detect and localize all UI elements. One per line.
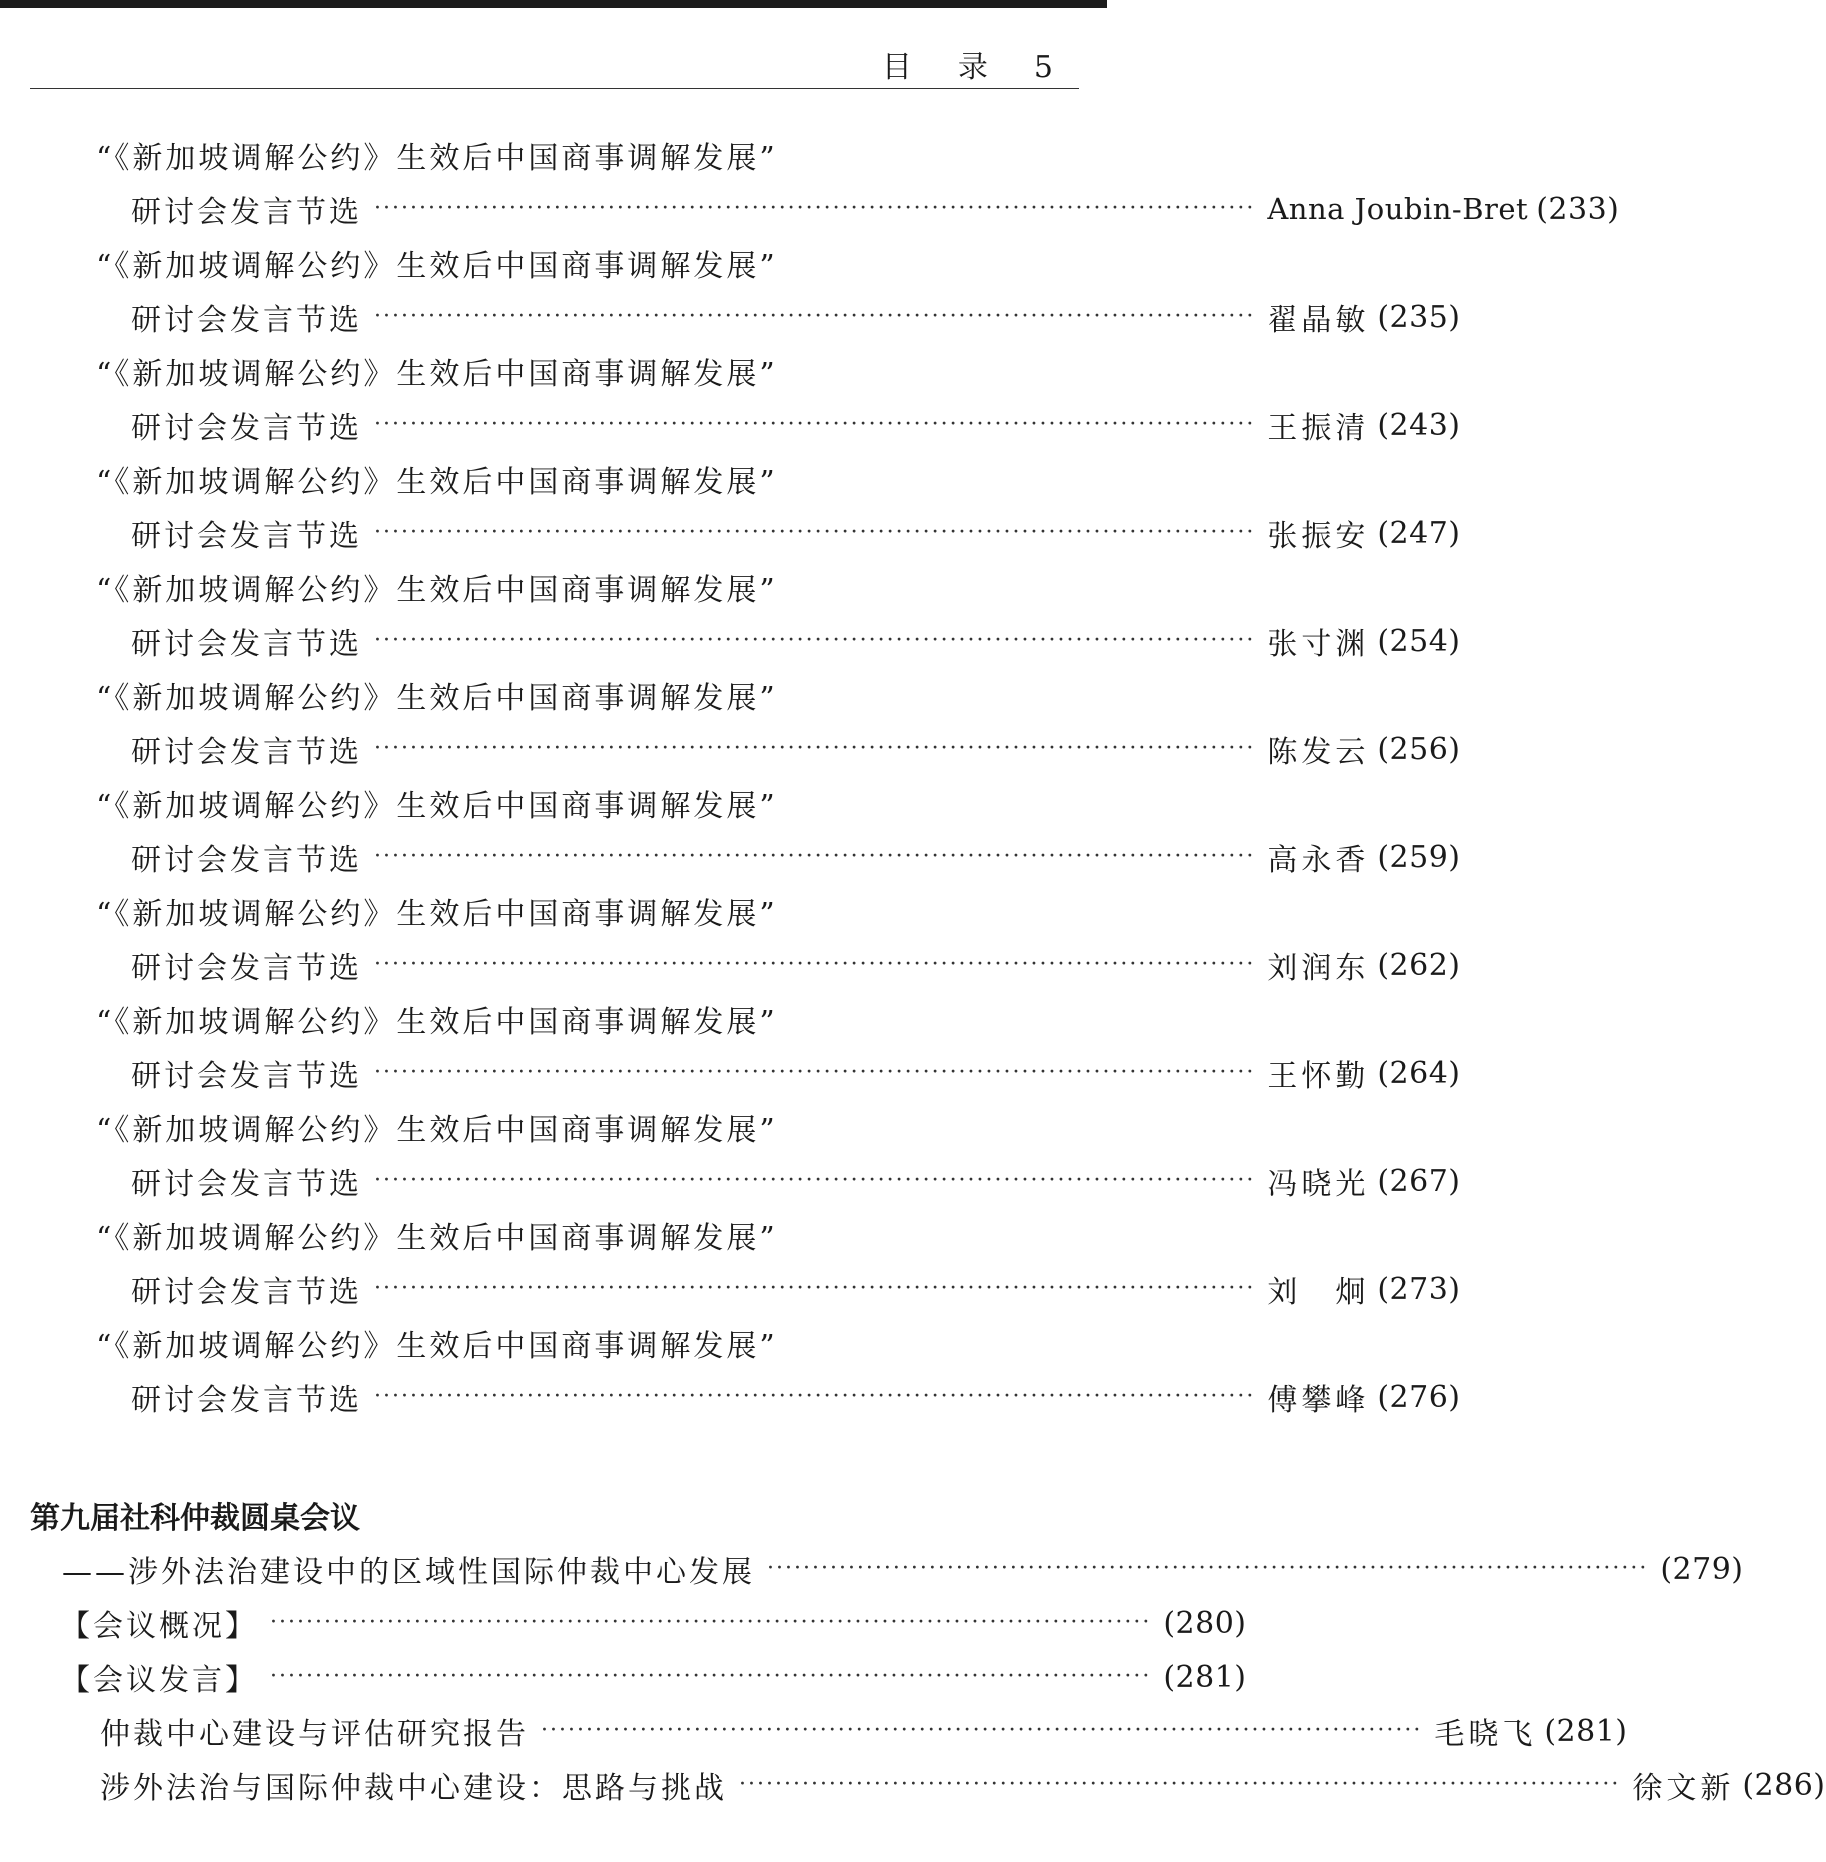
entry-subtitle: 研讨会发言节选 [131,843,362,878]
toc-list [0,128,1620,1424]
entry-author: 刘 炯 [1267,1275,1370,1310]
toc-entry[interactable] [0,992,1461,1100]
entry-subtitle: 研讨会发言节选 [131,303,362,338]
top-border-bar [0,0,1107,8]
speech-title: 仲裁中心建设与评估研究报告 [100,1717,529,1752]
toc-section [0,1488,1826,1812]
entry-detail-line [0,830,1461,884]
dot-leader: ·································································································· [374,304,1256,329]
dot-leader: ·································································································· [374,952,1256,977]
page-ref: (256) [1377,731,1461,767]
dot-leader: ·································································································· [270,1664,1152,1689]
page-ref: (243) [1377,407,1461,443]
speech-author: 徐文新 [1632,1771,1735,1806]
entry-title-line: “《新加坡调解公约》生效后中国商事调解发展” [96,465,778,500]
page-ref: (281) [1163,1659,1247,1695]
page-ref: (262) [1377,947,1461,983]
section-title: 第九届社科仲裁圆桌会议 [30,1501,360,1536]
entry-detail-line [0,722,1461,776]
entry-detail-line [0,398,1461,452]
entry-subtitle: 研讨会发言节选 [131,1383,362,1418]
toc-entry[interactable] [0,344,1461,452]
entry-subtitle: 研讨会发言节选 [131,1167,362,1202]
entry-detail-line [0,614,1461,668]
entry-subtitle: 研讨会发言节选 [131,411,362,446]
entry-title-line: “《新加坡调解公约》生效后中国商事调解发展” [96,1113,778,1148]
toc-entry[interactable] [0,452,1461,560]
toc-entry[interactable] [0,560,1461,668]
toc-entry[interactable] [0,236,1461,344]
toc-entry[interactable] [0,128,1620,236]
entry-detail-line [0,1370,1461,1424]
toc-entry[interactable] [0,776,1461,884]
entry-author: 傅攀峰 [1267,1383,1370,1418]
entry-subtitle: 研讨会发言节选 [131,519,362,554]
dot-leader: ·································································································· [374,1384,1256,1409]
entry-detail-line [0,1046,1461,1100]
entry-author: 冯晓光 [1267,1167,1370,1202]
entry-title-line: “《新加坡调解公约》生效后中国商事调解发展” [96,249,778,284]
speech-title: 涉外法治与国际仲裁中心建设：思路与挑战 [100,1771,727,1806]
toc-entry[interactable] [0,1100,1461,1208]
entry-title-line: “《新加坡调解公约》生效后中国商事调解发展” [96,681,778,716]
page-number: 5 [1033,50,1055,85]
dot-leader: ·································································································· [374,628,1256,653]
header-char-1: 目 [881,50,914,85]
entry-author: 陈发云 [1267,735,1370,770]
page-ref: (276) [1377,1379,1461,1415]
entry-subtitle: 研讨会发言节选 [131,1275,362,1310]
dot-leader: ·································································································· [374,1060,1256,1085]
running-header [882,42,1055,86]
page-ref: (286) [1742,1767,1826,1803]
page-ref: (267) [1377,1163,1461,1199]
speeches-heading: 【会议发言】 [60,1663,258,1698]
overview-row[interactable] [0,1596,1247,1650]
page-ref: (281) [1544,1713,1628,1749]
header-char-2: 录 [957,50,990,85]
page-ref: (254) [1377,623,1461,659]
dot-leader: ·································································································· [374,196,1256,221]
entry-author: 刘润东 [1267,951,1370,986]
dot-leader: ·································································································· [270,1610,1152,1635]
entry-detail-line [0,1154,1461,1208]
section-subtitle: ——涉外法治建设中的区域性国际仲裁中心发展 [62,1555,755,1590]
speeches-row[interactable] [0,1650,1247,1704]
page-ref: (247) [1377,515,1461,551]
entry-title-line: “《新加坡调解公约》生效后中国商事调解发展” [96,1329,778,1364]
entry-author: 张寸渊 [1267,627,1370,662]
dot-leader: ·································································································· [739,1772,1621,1797]
entry-author: 张振安 [1267,519,1370,554]
entry-title-line: “《新加坡调解公约》生效后中国商事调解发展” [96,897,778,932]
dot-leader: ·································································································· [541,1718,1423,1743]
entry-title-line: “《新加坡调解公约》生效后中国商事调解发展” [96,1221,778,1256]
page-ref: (235) [1377,299,1461,335]
speech-author: 毛晓飞 [1434,1717,1537,1752]
entry-detail-line [0,938,1461,992]
toc-entry[interactable] [0,1316,1461,1424]
toc-entry[interactable] [0,884,1461,992]
entry-detail-line [0,290,1461,344]
entry-subtitle: 研讨会发言节选 [131,951,362,986]
toc-entry[interactable] [0,1208,1461,1316]
entry-subtitle: 研讨会发言节选 [131,195,362,230]
entry-subtitle: 研讨会发言节选 [131,1059,362,1094]
header-rule [30,88,1079,89]
entry-detail-line [0,1262,1461,1316]
dot-leader: ·································································································· [374,412,1256,437]
dot-leader: ·································································································· [374,520,1256,545]
entry-title-line: “《新加坡调解公约》生效后中国商事调解发展” [96,1005,778,1040]
overview-heading: 【会议概况】 [60,1609,258,1644]
page-ref: (264) [1377,1055,1461,1091]
page-ref: (273) [1377,1271,1461,1307]
entry-author: Anna Joubin-Bret [1267,192,1529,226]
toc-entry[interactable] [0,668,1461,776]
page-ref: (259) [1377,839,1461,875]
entry-title-line: “《新加坡调解公约》生效后中国商事调解发展” [96,573,778,608]
dot-leader: ·································································································· [767,1556,1649,1581]
entry-author: 高永香 [1267,843,1370,878]
entry-title-line: “《新加坡调解公约》生效后中国商事调解发展” [96,789,778,824]
entry-subtitle: 研讨会发言节选 [131,735,362,770]
entry-author: 王怀勤 [1267,1059,1370,1094]
dot-leader: ·································································································· [374,736,1256,761]
page-ref: (279) [1660,1551,1744,1587]
entry-detail-line [0,506,1461,560]
entry-title-line: “《新加坡调解公约》生效后中国商事调解发展” [96,141,778,176]
entry-subtitle: 研讨会发言节选 [131,627,362,662]
entry-author: 翟晶敏 [1267,303,1370,338]
section-subtitle-row[interactable] [0,1542,1744,1596]
entry-detail-line [0,182,1620,236]
dot-leader: ·································································································· [374,1168,1256,1193]
dot-leader: ·································································································· [374,844,1256,869]
dot-leader: ·································································································· [374,1276,1256,1301]
entry-title-line: “《新加坡调解公约》生效后中国商事调解发展” [96,357,778,392]
speech-row[interactable] [0,1758,1826,1812]
speech-row[interactable] [0,1704,1628,1758]
page-ref: (280) [1163,1605,1247,1641]
entry-author: 王振清 [1267,411,1370,446]
page-ref: (233) [1536,191,1620,227]
